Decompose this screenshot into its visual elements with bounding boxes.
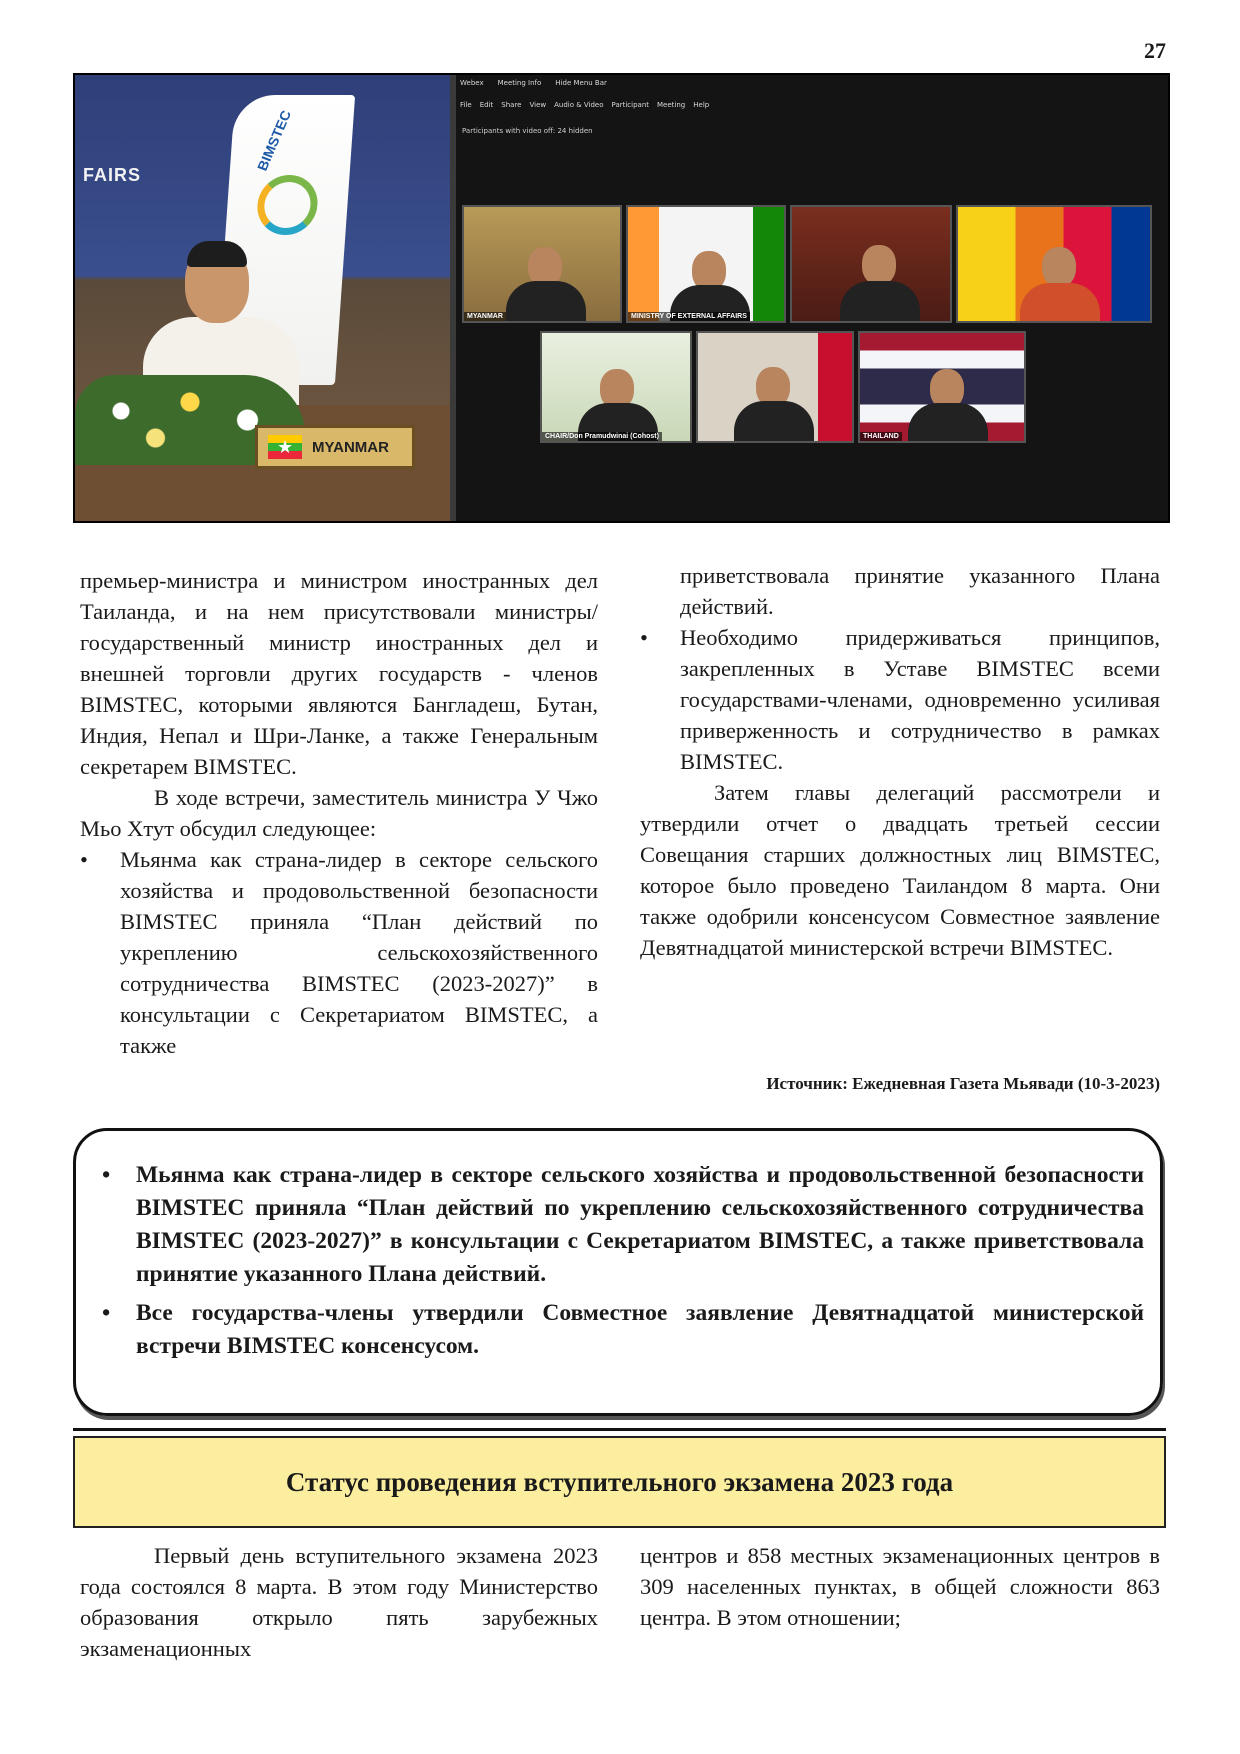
video-tile-chair [540, 331, 692, 443]
tile-caption-thailand: THAILAND [860, 432, 902, 441]
webex-app-label: Webex [460, 79, 484, 87]
paragraph: В ходе встречи, заместитель министра У Чжо Мьо Хтут обсудил следующее: [80, 785, 598, 841]
menu-audio-video: Audio & Video [554, 101, 604, 109]
section-left-column [80, 1540, 598, 1664]
minister-scene [75, 75, 450, 521]
video-tile-srilanka [790, 205, 952, 323]
summary-list [94, 1159, 1144, 1363]
menu-file: File [460, 101, 472, 109]
paragraph: Первый день вступительного экзамена 2023 года состоялся 8 марта. В этом году Министерство образования открыло пять зарубежных экзаменационных [80, 1543, 598, 1661]
bullet-continuation: приветствовала принятие указанного Плана действий. [680, 563, 1160, 619]
nameplate-label: MYANMAR [312, 438, 389, 456]
menu-participant: Participant [611, 101, 650, 109]
paragraph: центров и 858 местных экзаменационных центров в 309 населенных пунктах, в общей сложности 863 центра. В этом отношении; [640, 1543, 1160, 1630]
bullet-list [640, 622, 1160, 777]
backdrop-text: FAIRS [83, 165, 142, 185]
section-heading: Статус проведения вступительного экзамена 2023 года [73, 1436, 1166, 1528]
summary-item: • Мьянма как страна-лидер в секторе сельского хозяйства и продовольственной безопасности BIMSTEC приняла “План действий по укреплению сельскохозяйственного сотрудничества BIMSTEC (2023-2027)” в консультации с Секретариатом BIMSTEC, а также приветствовала принятие указанного Плана действий. [94, 1159, 1144, 1291]
video-conference-screen [450, 75, 1168, 521]
hide-menu-bar-label: Hide Menu Bar [555, 79, 607, 87]
tile-caption-india: MINISTRY OF EXTERNAL AFFAIRS [628, 312, 750, 321]
divider-rule [73, 1428, 1166, 1431]
paragraph: премьер-министра и министром иностранных дел Таиланда, и на нем присутствовали министры/государственный министр иностранных дел и внешней торговли других государств - членов BIMSTEC, которыми являются Бангладеш, Бутан, Индия, Непал и Шри-Ланке, а также Генеральным секретарем BIMSTEC. [80, 568, 598, 779]
tile-caption-myanmar: MYANMAR [464, 312, 506, 321]
paragraph: Затем главы делегаций рассмотрели и утвердили отчет о двадцать третьей сессии Совещания старших должностных лиц BIMSTEC, которое было проведено Таиландом 8 марта. Они также одобрили консенсусом Совместное заявление Девятнадцатой министерской встречи BIMSTEC. [640, 780, 1160, 960]
bullet-item: • Необходимо придерживаться принципов, закрепленных в Уставе BIMSTEC всеми государствами-членами, одновременно усиливая приверженность и сотрудничество в рамках BIMSTEC. [640, 622, 1160, 777]
menu-share: Share [501, 101, 522, 109]
video-tile-india [626, 205, 786, 323]
summary-box [73, 1128, 1163, 1416]
video-tile-bhutan [956, 205, 1152, 323]
nameplate [255, 425, 415, 469]
page-number: 27 [1144, 38, 1166, 63]
menu-view: View [529, 101, 547, 109]
menu-edit: Edit [479, 101, 494, 109]
video-tile-myanmar [462, 205, 622, 323]
meeting-photo [73, 73, 1170, 523]
tile-caption-chair: CHAIR/Don Pramudwinai (Cohost) [542, 432, 662, 441]
source-citation: Источник: Ежедневная Газета Мьявади (10-3-2023) [766, 1074, 1160, 1093]
meeting-info-label: Meeting Info [497, 79, 542, 87]
left-column [80, 565, 598, 1061]
menu-meeting: Meeting [657, 101, 686, 109]
video-tile-thailand [858, 331, 1026, 443]
webex-menubar [460, 101, 709, 109]
bullet-list [80, 844, 598, 1061]
myanmar-flag-icon [268, 435, 302, 459]
bimstec-flag-text: BIMSTEC [253, 108, 295, 173]
participants-note: Participants with video off: 24 hidden [462, 127, 593, 135]
webex-titlebar [460, 79, 607, 87]
summary-item: • Все государства-члены утвердили Совместное заявление Девятнадцатой министерской встречи BIMSTEC консенсусом. [94, 1297, 1144, 1363]
bimstec-logo-icon [255, 175, 319, 235]
bullet-item: • Мьянма как страна-лидер в секторе сельского хозяйства и продовольственной безопасности BIMSTEC приняла “План действий по укреплению сельскохозяйственного сотрудничества BIMSTEC (2023-2027)” в консультации с Секретариатом BIMSTEC, а также [80, 844, 598, 1061]
menu-help: Help [693, 101, 710, 109]
section-right-column [640, 1540, 1160, 1633]
video-tile-nepal [696, 331, 854, 443]
right-column [640, 560, 1160, 963]
